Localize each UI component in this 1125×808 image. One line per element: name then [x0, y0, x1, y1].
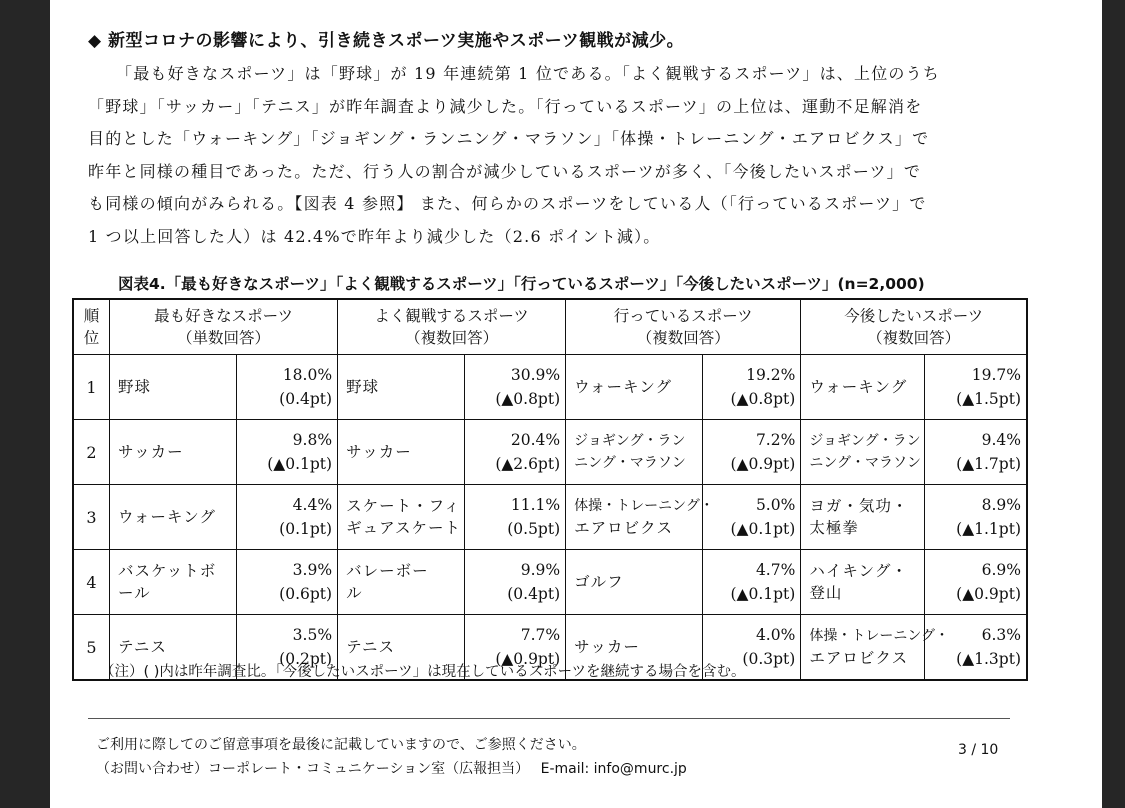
percentage-value: 4.0%	[755, 626, 796, 644]
sport-name-cell	[109, 420, 236, 485]
sport-name-line: エアロビクス	[809, 649, 909, 667]
page-number: 3 / 10	[958, 742, 999, 758]
paragraph-line: 目的とした「ウォーキング」「ジョギング・ランニング・マラソン」「体操・トレーニング・エアロビクス」で	[88, 129, 930, 148]
percentage-value: 4.7%	[755, 561, 796, 579]
sport-name-line: 体操・トレーニング・	[809, 628, 950, 644]
change-value: (▲1.7pt)	[956, 455, 1021, 473]
percentage-cell	[236, 485, 337, 550]
sport-name-cell	[566, 485, 714, 550]
percentage-value: 8.9%	[981, 496, 1021, 514]
percentage-value: 7.7%	[520, 626, 561, 644]
percentage-value: 11.1%	[510, 496, 561, 514]
change-value: (▲1.1pt)	[956, 520, 1021, 538]
percentage-cell	[702, 550, 800, 615]
change-value: (▲0.9pt)	[730, 455, 796, 473]
percentage-value: 6.3%	[981, 626, 1021, 644]
percentage-cell	[925, 485, 1028, 550]
table-caption: 図表4.「最も好きなスポーツ」「よく観戦するスポーツ」「行っているスポーツ」「今後したいスポーツ」(n=2,000)	[118, 275, 925, 293]
table-row	[73, 485, 1027, 550]
change-value: (▲1.3pt)	[956, 650, 1021, 668]
sport-name-cell	[566, 355, 703, 420]
table-row	[73, 550, 1027, 615]
sport-name-line: ニング・マラソン	[574, 455, 686, 471]
sport-name-cell	[801, 615, 950, 681]
sport-name-line: テニス	[346, 638, 395, 656]
table-row	[73, 420, 1027, 485]
sport-name-line: ウォーキング	[809, 378, 908, 396]
percentage-value: 9.4%	[981, 431, 1021, 449]
rank-cell: 1	[73, 355, 109, 420]
change-value: (▲0.8pt)	[730, 390, 796, 408]
change-value: (▲0.9pt)	[495, 650, 561, 668]
sport-name-line: ジョギング・ラン	[574, 433, 686, 449]
sport-name-cell	[338, 550, 465, 615]
sport-name-line: ジョギング・ラン	[809, 433, 921, 449]
sport-name-cell	[338, 355, 465, 420]
sport-name-cell	[801, 550, 925, 615]
paragraph-line: 昨年と同様の種目であった。ただ、行う人の割合が減少しているスポーツが多く、「今後したいスポーツ」で	[88, 161, 922, 181]
percentage-value: 5.0%	[755, 496, 796, 514]
percentage-cell	[464, 420, 565, 485]
change-value: (▲2.6pt)	[495, 455, 561, 473]
change-value: (0.4pt)	[279, 390, 333, 408]
sport-name-line: ニング・マラソン	[809, 455, 922, 471]
rank-cell: 3	[73, 485, 109, 550]
sport-name-line: 太極拳	[809, 519, 859, 537]
document-page	[50, 0, 1102, 808]
sport-name-line: 体操・トレーニング・	[574, 498, 714, 514]
change-value: (0.2pt)	[279, 650, 333, 668]
sport-name-line: ウォーキング	[117, 508, 216, 526]
column-header-watch: よく観戦するスポーツ （複数回答）	[338, 299, 566, 355]
section-heading: ◆ 新型コロナの影響により、引き続きスポーツ実施やスポーツ観戦が減少。	[88, 31, 685, 51]
sport-name-cell	[338, 485, 465, 550]
percentage-cell	[925, 420, 1028, 485]
percentage-value: 18.0%	[282, 366, 333, 384]
sport-name-line: サッカー	[117, 443, 184, 461]
body-paragraph	[88, 58, 1028, 253]
paragraph-line: 「野球」「サッカー」「テニス」が昨年調査より減少した。「行っているスポーツ」の上位は、運動不足解消を	[88, 96, 923, 116]
table-row	[73, 355, 1027, 420]
sport-name-line: 登山	[809, 584, 843, 602]
change-value: (0.4pt)	[507, 585, 561, 603]
percentage-cell	[702, 355, 800, 420]
sport-name-cell	[566, 420, 703, 485]
change-value: (0.6pt)	[279, 585, 333, 603]
sport-name-cell	[109, 550, 236, 615]
percentage-cell	[925, 615, 1028, 681]
change-value: (▲0.1pt)	[730, 520, 796, 538]
percentage-value: 3.9%	[292, 561, 333, 579]
percentage-value: 19.2%	[746, 366, 796, 384]
percentage-cell	[925, 550, 1028, 615]
percentage-cell	[464, 485, 565, 550]
percentage-cell	[464, 355, 565, 420]
percentage-value: 9.9%	[520, 561, 561, 579]
change-value: (▲0.9pt)	[956, 585, 1021, 603]
sport-name-line: テニス	[117, 638, 167, 656]
percentage-value: 4.4%	[292, 496, 333, 514]
paragraph-line: 「最も好きなスポーツ」は「野球」が 19 年連続第 1 位である。「よく観戦するスポーツ」は、上位のうち	[116, 64, 941, 83]
sport-name-line: サッカー	[574, 638, 640, 656]
sport-name-line: バレーボー	[346, 562, 429, 580]
change-value: (▲0.1pt)	[730, 585, 796, 603]
sport-name-line: ール	[117, 584, 151, 602]
sport-name-cell	[338, 420, 465, 485]
percentage-value: 7.2%	[755, 431, 796, 449]
footer-notice: ご利用に際してのご留意事項を最後に記載していますので、ご参照ください。	[96, 737, 586, 753]
sport-name-line: ヨガ・気功・	[809, 497, 909, 515]
percentage-cell	[702, 485, 800, 550]
percentage-value: 30.9%	[510, 366, 561, 384]
percentage-cell	[925, 355, 1028, 420]
percentage-value: 6.9%	[981, 561, 1021, 579]
percentage-cell	[464, 550, 565, 615]
sport-name-line: ハイキング・	[809, 562, 908, 580]
paragraph-line: も同様の傾向がみられる。【図表 4 参照】 また、何らかのスポーツをしている人（「行っているスポーツ」で	[88, 194, 927, 213]
rank-header: 順 位	[73, 299, 109, 355]
sport-name-line: サッカー	[346, 443, 412, 461]
percentage-value: 9.8%	[292, 431, 333, 449]
footer-contact: （お問い合わせ）コーポレート・コミュニケーション室（広報担当） E-mail: info@murc.jp	[96, 761, 687, 777]
sport-name-cell	[566, 550, 703, 615]
sport-name-line: 野球	[346, 378, 380, 396]
percentage-cell	[236, 550, 337, 615]
column-header-doing: 行っているスポーツ （複数回答）	[566, 299, 801, 355]
column-header-favorite: 最も好きなスポーツ （単数回答）	[109, 299, 337, 355]
change-value: (0.3pt)	[742, 650, 796, 668]
percentage-cell	[702, 420, 800, 485]
percentage-cell	[236, 355, 337, 420]
sport-name-cell	[109, 355, 236, 420]
percentage-value: 19.7%	[971, 366, 1021, 384]
table-note: （注）( )内は昨年調査比。「今後したいスポーツ」は現在しているスポーツを継続する場合を含む。	[100, 664, 746, 680]
percentage-value: 3.5%	[292, 626, 333, 644]
change-value: (0.1pt)	[279, 520, 333, 538]
sport-name-cell	[109, 485, 236, 550]
change-value: (▲0.8pt)	[495, 390, 561, 408]
sports-ranking-table	[72, 298, 1028, 681]
rank-cell: 2	[73, 420, 109, 485]
change-value: (0.5pt)	[507, 520, 561, 538]
sport-name-line: ギュアスケート	[346, 519, 461, 537]
rank-cell: 5	[73, 615, 109, 681]
change-value: (▲1.5pt)	[956, 390, 1021, 408]
sport-name-line: ゴルフ	[574, 573, 624, 591]
sport-name-cell	[801, 355, 925, 420]
sport-name-line: バスケットボ	[117, 562, 217, 580]
sport-name-line: 野球	[117, 378, 151, 396]
sport-name-line: ル	[346, 584, 363, 602]
sport-name-line: スケート・フィ	[346, 497, 461, 515]
change-value: (▲0.1pt)	[267, 455, 333, 473]
percentage-value: 20.4%	[510, 431, 561, 449]
rank-cell: 4	[73, 550, 109, 615]
percentage-cell	[236, 420, 337, 485]
sport-name-line: エアロビクス	[574, 519, 673, 537]
paragraph-line: 1 つ以上回答した人）は 42.4%で昨年より減少した（2.6 ポイント減）。	[88, 226, 661, 246]
sport-name-cell	[801, 420, 925, 485]
sport-name-cell	[801, 485, 925, 550]
column-header-future: 今後したいスポーツ （複数回答）	[801, 299, 1027, 355]
sport-name-line: ウォーキング	[574, 378, 673, 396]
footer-divider	[88, 718, 1010, 719]
